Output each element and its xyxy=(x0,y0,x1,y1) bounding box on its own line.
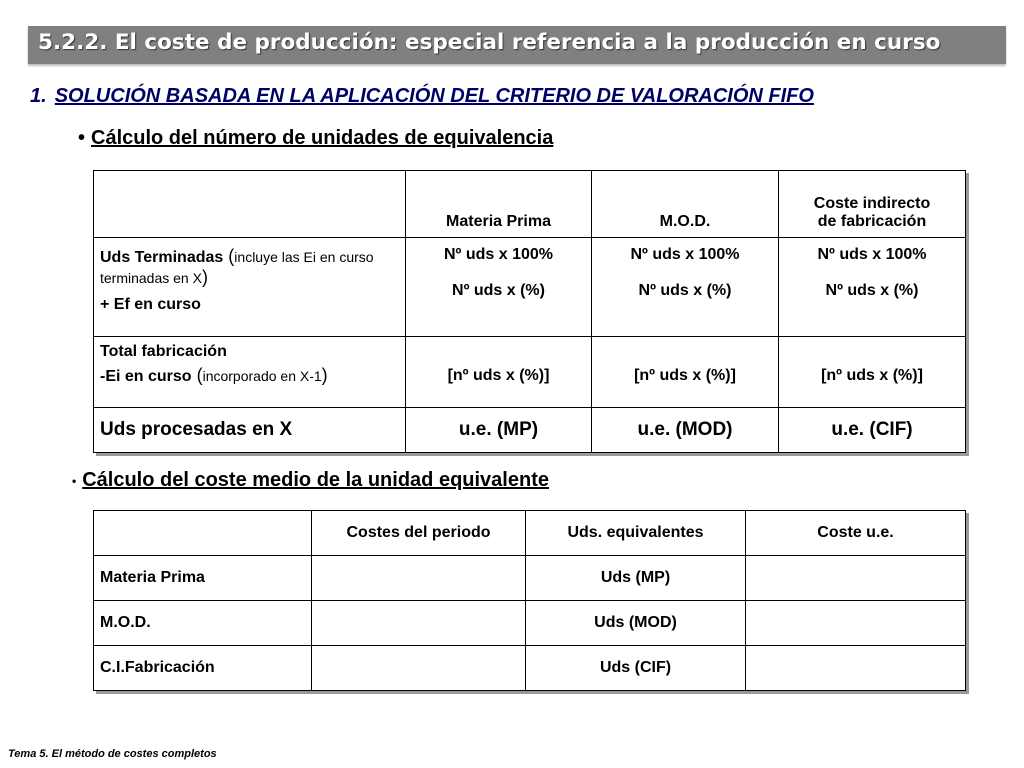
header-cell-empty xyxy=(94,171,406,238)
section-number: 1. xyxy=(30,85,47,107)
row-label-cif: C.I.Fabricación xyxy=(94,646,312,691)
cell-costes-mp xyxy=(312,556,526,601)
table-row xyxy=(94,601,966,646)
header-uds-equivalentes: Uds. equivalentes xyxy=(526,511,746,556)
label-terminadas-note: incluye las Ei en curso terminadas en X xyxy=(100,249,374,286)
header-cif-line2: de fabricación xyxy=(817,213,927,230)
bullet-heading-cost-text: Cálculo del coste medio de la unidad equivalente xyxy=(82,469,549,491)
row-label-materia-prima: Materia Prima xyxy=(94,556,312,601)
bullet-heading-units-text: Cálculo del número de unidades de equivalencia xyxy=(91,127,554,149)
header-costes-periodo: Costes del periodo xyxy=(312,511,526,556)
header-cell-empty xyxy=(94,511,312,556)
row-label-terminadas xyxy=(94,238,406,337)
cell-costes-cif xyxy=(312,646,526,691)
section-heading xyxy=(30,85,814,108)
table-row xyxy=(94,556,966,601)
cell-mod-terminadas xyxy=(592,238,779,337)
cell-costes-mod xyxy=(312,601,526,646)
slide-title: 5.2.2. El coste de producción: especial referencia a la producción en curso xyxy=(38,30,941,55)
cell-mod-ei xyxy=(592,337,779,408)
header-cif xyxy=(779,171,966,238)
label-ei-en-curso xyxy=(100,365,399,386)
unit-cost-table xyxy=(93,510,966,691)
cell-cif-ei xyxy=(779,337,966,408)
value-top: Nº uds x 100% xyxy=(444,246,553,263)
cell-uds-cif: Uds (CIF) xyxy=(526,646,746,691)
cell-cif-terminadas xyxy=(779,238,966,337)
value-top: Nº uds x 100% xyxy=(817,246,927,263)
value-bottom: Nº uds x (%) xyxy=(452,282,545,299)
value-ei: [nº uds x (%)] xyxy=(447,367,550,384)
table-row xyxy=(94,337,966,408)
value-ei: [nº uds x (%)] xyxy=(821,367,923,384)
label-ef-en-curso: + Ef en curso xyxy=(100,296,201,313)
row-label-procesadas: Uds procesadas en X xyxy=(94,408,406,453)
cell-uds-mp: Uds (MP) xyxy=(526,556,746,601)
header-mod: M.O.D. xyxy=(592,171,779,238)
table-row xyxy=(94,408,966,453)
cell-ue-mod: u.e. (MOD) xyxy=(592,408,779,453)
footer-text: Tema 5. El método de costes completos xyxy=(8,748,217,760)
header-materia-prima: Materia Prima xyxy=(406,171,592,238)
table-row xyxy=(94,646,966,691)
label-ei-en-curso-text: -Ei en curso xyxy=(100,368,192,385)
value-bottom: Nº uds x (%) xyxy=(638,282,732,299)
bullet-heading-cost xyxy=(72,469,549,492)
label-paren-open: ( xyxy=(191,365,203,385)
value-top: Nº uds x 100% xyxy=(630,246,740,263)
table-row xyxy=(94,238,966,337)
header-coste-ue: Coste u.e. xyxy=(746,511,966,556)
header-cif-line1: Coste indirecto xyxy=(813,195,931,212)
label-total-fabricacion: Total fabricación xyxy=(100,343,227,360)
section-heading-text: SOLUCIÓN BASADA EN LA APLICACIÓN DEL CRITERIO DE VALORACIÓN FIFO xyxy=(54,85,814,107)
cell-mp-terminadas xyxy=(406,238,592,337)
equivalent-units-table xyxy=(93,170,966,453)
label-paren-close: ) xyxy=(201,267,208,287)
bullet-dot: • xyxy=(72,473,77,488)
label-paren-open: ( xyxy=(223,246,235,266)
cell-coste-ue-mp xyxy=(746,556,966,601)
row-label-total xyxy=(94,337,406,408)
label-paren-close: ) xyxy=(321,365,328,385)
table-header-row xyxy=(94,511,966,556)
label-ei-note: incorporado en X-1 xyxy=(202,368,322,384)
value-bottom: Nº uds x (%) xyxy=(825,282,919,299)
value-ei: [nº uds x (%)] xyxy=(634,367,736,384)
label-uds-terminadas: Uds Terminadas xyxy=(100,249,224,266)
row-label-mod: M.O.D. xyxy=(94,601,312,646)
bullet-heading-units xyxy=(78,127,553,150)
title-bar xyxy=(28,26,1006,64)
cell-coste-ue-mod xyxy=(746,601,966,646)
cell-ue-cif: u.e. (CIF) xyxy=(779,408,966,453)
cell-ue-mp: u.e. (MP) xyxy=(406,408,592,453)
cell-uds-mod: Uds (MOD) xyxy=(526,601,746,646)
bullet-dot: • xyxy=(78,127,86,149)
table-header-row xyxy=(94,171,966,238)
cell-coste-ue-cif xyxy=(746,646,966,691)
cell-mp-ei xyxy=(406,337,592,408)
